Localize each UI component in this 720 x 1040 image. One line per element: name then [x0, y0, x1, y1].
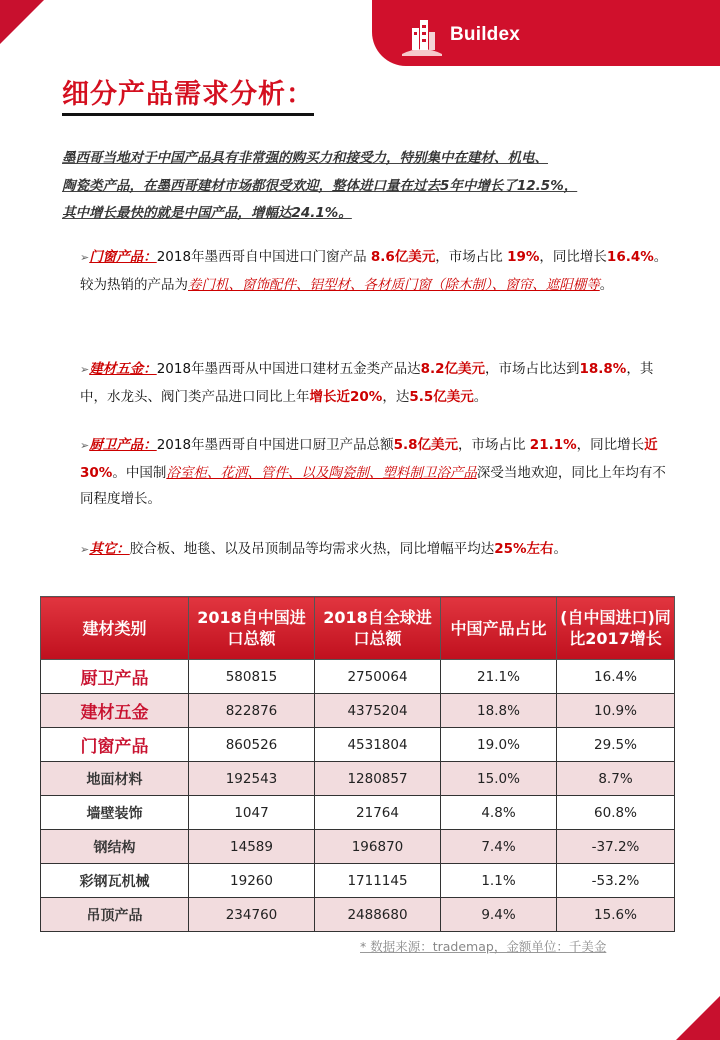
- arrow-bullet-icon: ➢: [80, 251, 90, 264]
- section-bath: ➢厨卫产品：2018年墨西哥自中国进口厨卫产品总额5.8亿美元，市场占比 21.1%，同比增长近 30%。中国制浴室柜、花洒、管件、以及陶瓷制、塑料制卫浴产品深受当地欢迎，同比上年均有不同程度增长。: [80, 437, 666, 507]
- building-logo-icon: [400, 14, 444, 58]
- table-row: 彩钢瓦机械 19260 1711145 1.1% -53.2%: [41, 864, 675, 898]
- table-header-row: [41, 597, 675, 660]
- table-row: 建材五金 822876 4375204 18.8% 10.9%: [41, 694, 675, 728]
- page-title: 细分产品需求分析：: [62, 78, 314, 116]
- table-row: 地面材料 192543 1280857 15.0% 8.7%: [41, 762, 675, 796]
- table-row: 钢结构 14589 196870 7.4% -37.2%: [41, 830, 675, 864]
- corner-decoration-top-left: [0, 0, 44, 44]
- intro-line-1: 墨西哥当地对于中国产品具有非常强的购买力和接受力，特别集中在建材、机电、: [62, 150, 548, 166]
- arrow-bullet-icon: ➢: [80, 363, 90, 376]
- table-row: 厨卫产品 580815 2750064 21.1% 16.4%: [41, 660, 675, 694]
- table-row: 墙壁装饰 1047 21764 4.8% 60.8%: [41, 796, 675, 830]
- import-data-table: [40, 596, 675, 932]
- column-header: 中国产品占比: [441, 597, 557, 660]
- column-header: 建材类别: [41, 597, 189, 660]
- column-header: (自中国进口)同比2017增长: [557, 597, 675, 660]
- intro-line-3: 其中增长最快的就是中国产品，增幅达24.1%。: [62, 205, 352, 221]
- corner-decoration-bottom-right: [676, 996, 720, 1040]
- data-source-note: * 数据来源：trademap，金额单位：千美金: [360, 939, 607, 954]
- section-doors: ➢门窗产品：2018年墨西哥自中国进口门窗产品 8.6亿美元，市场占比 19%，同比增长16.4%。较为热销的产品为卷门机、窗饰配件、铝型材、各材质门窗（除木制）、窗帘、遮阳棚等。: [80, 249, 668, 293]
- column-header: 2018自中国进口总额: [189, 597, 315, 660]
- section-other: ➢其它：胶合板、地毯、以及吊顶制品等均需求火热，同比增幅平均达25%左右。: [80, 541, 568, 557]
- intro-paragraph: [62, 145, 682, 228]
- column-header: 2018自全球进口总额: [315, 597, 441, 660]
- intro-line-2: 陶瓷类产品，在墨西哥建材市场都很受欢迎，整体进口量在过去5年中增长了12.5%，: [62, 177, 578, 194]
- arrow-bullet-icon: ➢: [80, 543, 90, 556]
- table-row: 吊顶产品 234760 2488680 9.4% 15.6%: [41, 898, 675, 932]
- section-hardware: ➢建材五金：2018年墨西哥从中国进口建材五金类产品达8.2亿美元，市场占比达到18.8%，其中，水龙头、阀门类产品进口同比上年增长近20%，达5.5亿美元。: [80, 361, 654, 405]
- brand-name: Buildex: [450, 24, 521, 45]
- section-label: 门窗产品：: [89, 249, 157, 265]
- section-label: 建材五金：: [89, 361, 157, 377]
- table-row: 门窗产品 860526 4531804 19.0% 29.5%: [41, 728, 675, 762]
- section-label: 厨卫产品：: [89, 437, 157, 453]
- arrow-bullet-icon: ➢: [80, 439, 90, 452]
- section-label: 其它：: [89, 541, 130, 557]
